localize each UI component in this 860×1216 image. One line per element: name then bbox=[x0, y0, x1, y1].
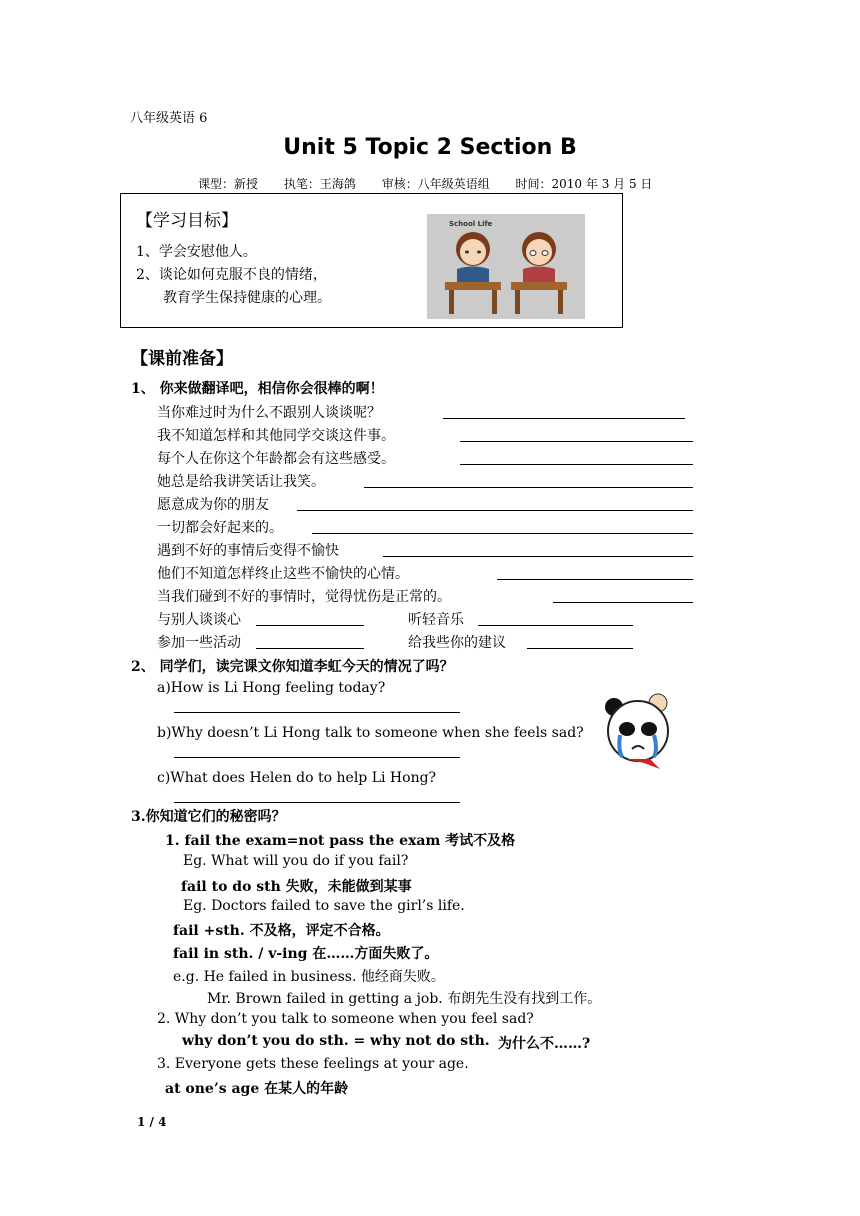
q1-text: 他们不知道怎样终止这些不愉快的心情。 bbox=[157, 566, 409, 582]
q1-text: 一切都会好起来的。 bbox=[157, 520, 283, 536]
answer-line[interactable] bbox=[312, 533, 693, 534]
q3-point2-sub: why don’t you do sth. = why not do sth. bbox=[182, 1033, 490, 1049]
q1-line-2 bbox=[157, 425, 395, 445]
answer-line[interactable] bbox=[383, 556, 693, 557]
page-title: Unit 5 Topic 2 Section B bbox=[283, 135, 577, 160]
meta-author: 执笔：王海鸽 bbox=[283, 177, 356, 191]
answer-line[interactable] bbox=[460, 441, 693, 442]
goal-item-1: 1、学会安慰他人。 bbox=[136, 244, 257, 260]
answer-line[interactable] bbox=[364, 487, 693, 488]
q1-text: 当我们碰到不好的事情时，觉得忧伤是正常的。 bbox=[157, 589, 451, 605]
q1-line-9 bbox=[157, 586, 451, 606]
q3-point1-example3: e.g. He failed in business. 他经商失败。 bbox=[173, 969, 445, 985]
q2-question-a: a)How is Li Hong feeling today? bbox=[157, 680, 386, 696]
header-grade: 八年级英语 6 bbox=[130, 111, 208, 126]
q3-point3-heading: 3. Everyone gets these feelings at your age. bbox=[157, 1056, 469, 1072]
q1-line-8 bbox=[157, 563, 409, 583]
answer-line[interactable] bbox=[497, 579, 693, 580]
q3-point2-heading: 2. Why don’t you talk to someone when you feel sad? bbox=[157, 1011, 534, 1027]
q1-text: 每个人在你这个年龄都会有这些感受。 bbox=[157, 451, 395, 467]
q1-text: 她总是给我讲笑话让我笑。 bbox=[157, 474, 325, 490]
q1-text: 愿意成为你的朋友 bbox=[157, 497, 269, 513]
q1-pair-1-right: 听轻音乐 bbox=[408, 612, 464, 628]
q3-point1-heading: 1. fail the exam=not pass the exam 考试不及格 bbox=[165, 833, 516, 849]
q3-point1-sub1: fail to do sth 失败，未能做到某事 bbox=[181, 879, 412, 895]
answer-line[interactable] bbox=[174, 757, 460, 758]
q3-point2-cn: 为什么不……? bbox=[498, 1036, 591, 1052]
q1-pair-2-left: 参加一些活动 bbox=[157, 635, 241, 651]
q2-question-c: c)What does Helen do to help Li Hong? bbox=[157, 770, 437, 786]
page-number: 1 / 4 bbox=[137, 1115, 167, 1129]
meta-review: 审核：八年级英语组 bbox=[381, 177, 490, 191]
meta-time: 时间：2010 年 3 月 5 日 bbox=[515, 177, 653, 191]
q3-point3-sub: at one’s age 在某人的年龄 bbox=[165, 1081, 349, 1097]
meta-line bbox=[198, 175, 674, 192]
q3-point1-sub2: fail +sth. 不及格，评定不合格。 bbox=[173, 923, 390, 939]
q1-heading: 1、 你来做翻译吧，相信你会很棒的啊！ bbox=[131, 381, 384, 397]
q1-line-5 bbox=[157, 494, 269, 514]
prep-heading: 【课前准备】 bbox=[131, 349, 233, 369]
q3-point1-example1: Eg. What will you do if you fail? bbox=[183, 853, 409, 869]
answer-line[interactable] bbox=[297, 510, 693, 511]
crying-panda-image bbox=[600, 693, 676, 771]
answer-line[interactable] bbox=[460, 464, 693, 465]
q3-point1-sub3: fail in sth. / v-ing 在……方面失败了。 bbox=[173, 946, 439, 962]
q1-line-6 bbox=[157, 517, 283, 537]
q1-line-4 bbox=[157, 471, 325, 491]
answer-line[interactable] bbox=[527, 648, 633, 649]
q3-point1-example4: Mr. Brown failed in getting a job. 布朗先生没有找到工作。 bbox=[207, 991, 602, 1007]
answer-line[interactable] bbox=[478, 625, 633, 626]
q1-line-3 bbox=[157, 448, 395, 468]
q2-heading: 2、 同学们，读完课文你知道李虹今天的情况了吗？ bbox=[131, 659, 454, 675]
q1-line-7 bbox=[157, 540, 339, 560]
answer-line[interactable] bbox=[174, 802, 460, 803]
image-caption: School Life bbox=[449, 220, 493, 228]
q1-line-1 bbox=[157, 402, 381, 422]
meta-type: 课型：新授 bbox=[198, 177, 259, 191]
q1-text: 遇到不好的事情后变得不愉快 bbox=[157, 543, 339, 559]
goal-item-2: 2、谈论如何克服不良的情绪， bbox=[136, 267, 327, 283]
q1-pair-1-left: 与别人谈谈心 bbox=[157, 612, 241, 628]
q1-text: 当你难过时为什么不跟别人谈谈呢？ bbox=[157, 405, 381, 421]
q1-text: 我不知道怎样和其他同学交谈这件事。 bbox=[157, 428, 395, 444]
school-life-image bbox=[427, 214, 585, 319]
q3-heading: 3.你知道它们的秘密吗？ bbox=[131, 809, 286, 825]
q3-point1-example2: Eg. Doctors failed to save the girl’s life. bbox=[183, 898, 465, 914]
answer-line[interactable] bbox=[256, 648, 364, 649]
goals-heading: 【学习目标】 bbox=[136, 211, 238, 231]
answer-line[interactable] bbox=[174, 712, 460, 713]
q1-pair-2-right: 给我些你的建议 bbox=[408, 635, 506, 651]
q2-question-b: b)Why doesn’t Li Hong talk to someone when she feels sad? bbox=[157, 725, 584, 741]
goal-item-3: 教育学生保持健康的心理。 bbox=[163, 290, 331, 306]
answer-line[interactable] bbox=[256, 625, 364, 626]
answer-line[interactable] bbox=[443, 418, 685, 419]
answer-line[interactable] bbox=[553, 602, 693, 603]
